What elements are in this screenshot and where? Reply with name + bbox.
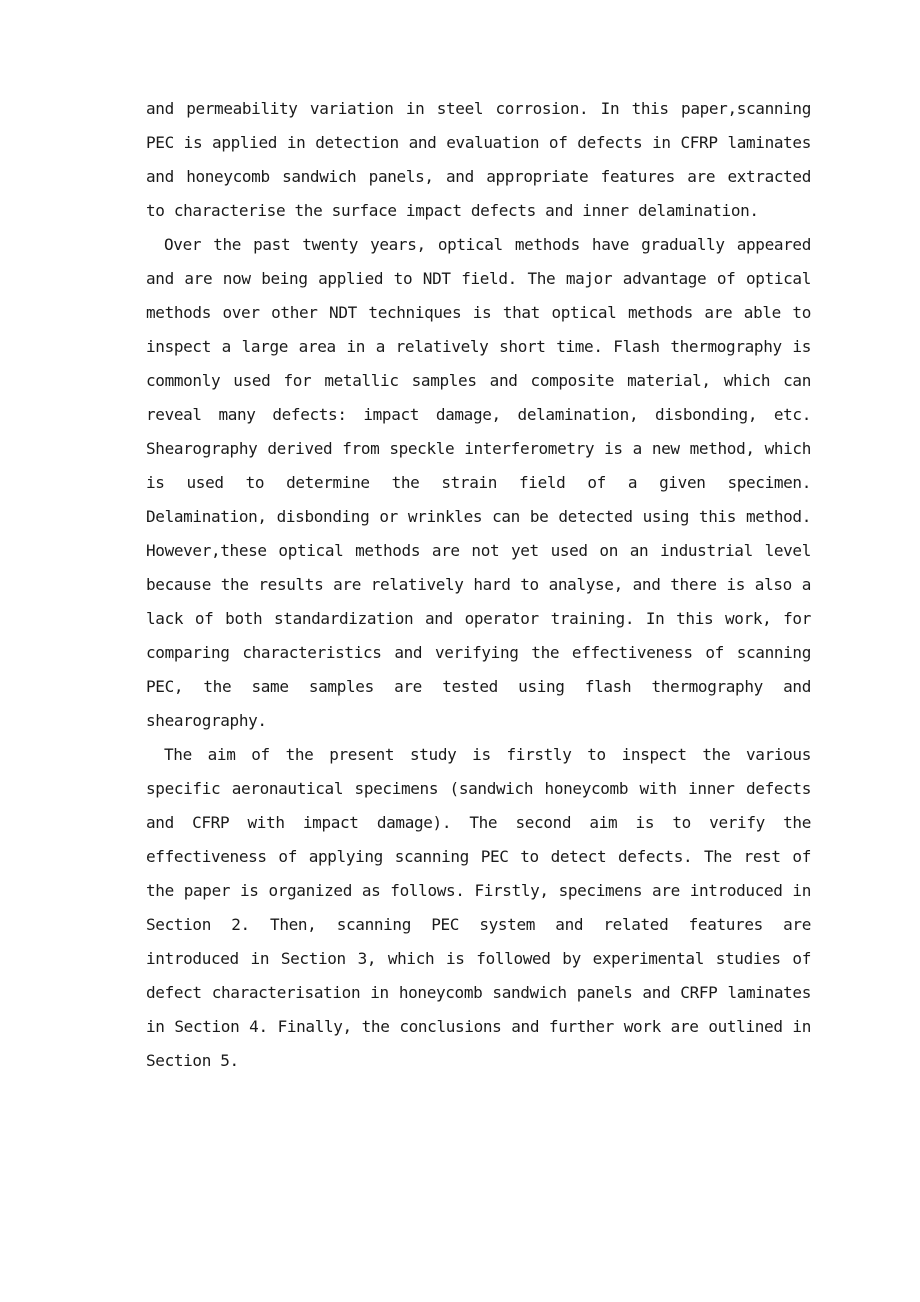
paragraph-continuation: and permeability variation in steel corrosion. In this paper,scanning PEC is applied in detection and evaluation of defects in CFRP laminates and honeycomb sandwich panels, and appropriate features are extracted to characterise the surface impact defects and inner delamination.: [146, 99, 811, 220]
paragraph-optical-methods: Over the past twenty years, optical methods have gradually appeared and are now being applied to NDT field. The major advantage of optical methods over other NDT techniques is that optical methods are able to inspect a large area in a relatively short time. Flash thermography is commonly used for metallic samples and composite material, which can reveal many defects: impact damage, delamination, disbonding, etc. Shearography derived from speckle interferometry is a new method, which is used to determine the strain field of a given specimen. Delamination, disbonding or wrinkles can be detected using this method. However,these optical methods are not yet used on an industrial level because the results are relatively hard to analyse, and there is also a lack of both standardization and operator training. In this work, for comparing characteristics and verifying the effectiveness of scanning PEC, the same samples are tested using flash thermography and shearography.: [146, 235, 811, 730]
paragraph-study-aim: The aim of the present study is firstly to inspect the various specific aeronautical specimens (sandwich honeycomb with inner defects and CFRP with impact damage). The second aim is to verify the effectiveness of applying scanning PEC to detect defects. The rest of the paper is organized as follows. Firstly, specimens are introduced in Section 2. Then, scanning PEC system and related features are introduced in Section 3, which is followed by experimental studies of defect characterisation in honeycomb sandwich panels and CRFP laminates in Section 4. Finally, the conclusions and further work are outlined in Section 5.: [146, 745, 811, 1070]
body-text: [146, 92, 811, 1078]
